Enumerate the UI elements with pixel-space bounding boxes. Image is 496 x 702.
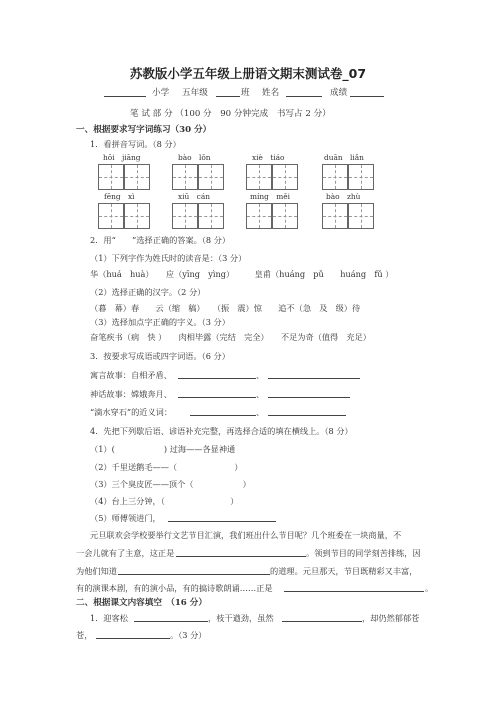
char-box[interactable]: [322, 164, 348, 190]
pinyin-4: duān liǎn: [324, 153, 364, 162]
answer-blank[interactable]: [178, 397, 256, 398]
char-box[interactable]: [124, 164, 150, 190]
q2-2-items: （暮 幕）春 云（缩 稿） （振 震）惊 追不（急 及 级）待: [90, 303, 361, 313]
s2-q1d: 苍，: [76, 630, 93, 640]
answer-blank[interactable]: [268, 415, 346, 416]
q4-item1: （1）( ) 过海——各显神通: [90, 444, 236, 454]
q2-3-text: （3）选择加点字正确的字义。（3 分）: [90, 317, 230, 327]
answer-blank[interactable]: [168, 521, 276, 522]
q4-item3: （3）三个臭皮匠——顶个（ ）: [90, 479, 251, 489]
pinyin-2: bào lǒn: [178, 153, 211, 162]
q3-sep2: 、: [256, 389, 265, 399]
char-box[interactable]: [172, 164, 198, 190]
section2-heading: 二、根据课文内容填空 （16 分）: [76, 598, 207, 608]
para-line2b: 。领到节目的同学刻苦排练，因: [306, 548, 421, 558]
answer-blank[interactable]: [178, 378, 256, 379]
q2-text: 2．用“ ”选择正确的答案。（8 分）: [90, 235, 231, 245]
para-line2a: 一会儿就有了主意，这正是: [76, 548, 175, 558]
exam-subtitle: 笔 试 部 分 （100 分 90 分钟完成 书写占 2 分）: [130, 109, 331, 119]
q4-item4: （4）台上三分钟，（ ）: [90, 496, 239, 506]
school-blank: [104, 96, 146, 97]
q3-sep1: 、: [256, 370, 265, 380]
answer-blank[interactable]: [282, 621, 362, 622]
char-box[interactable]: [98, 164, 124, 190]
pinyin-8: bào zhù: [326, 192, 361, 201]
char-box[interactable]: [124, 203, 150, 229]
answer-blank[interactable]: [268, 397, 350, 398]
grade-label: 五年级: [182, 88, 208, 98]
q2-1-text: （1）下列字作为姓氏时的读音是：（3 分）: [90, 253, 247, 263]
answer-blank[interactable]: [284, 591, 424, 592]
para-line3a: 为他们知道: [76, 566, 117, 576]
para-line1: 元旦联欢会学校要举行文艺节目汇演，我们班出什么节目呢？几个班委在一块商量，不: [90, 530, 402, 540]
char-box[interactable]: [348, 203, 374, 229]
char-box[interactable]: [198, 164, 224, 190]
char-box[interactable]: [198, 203, 224, 229]
answer-blank[interactable]: [96, 638, 170, 639]
pinyin-7: míng měi: [250, 192, 290, 201]
pinyin-6: xiū cán: [178, 192, 210, 201]
name-blank: [286, 96, 322, 97]
char-box[interactable]: [246, 203, 272, 229]
answer-blank[interactable]: [118, 574, 270, 575]
s2-q1b: ，枝干遒劲，虽然: [208, 613, 274, 623]
para-line4b: 。: [425, 583, 434, 593]
char-box[interactable]: [348, 164, 374, 190]
name-label: 姓名: [262, 88, 280, 98]
q3-sep3: 、: [256, 407, 265, 417]
answer-blank[interactable]: [134, 621, 208, 622]
q4-item5: （5）师傅领进门，: [90, 513, 161, 523]
score-label: 成绩: [330, 88, 348, 98]
char-box[interactable]: [98, 203, 124, 229]
char-box[interactable]: [272, 164, 298, 190]
para-line4a: 有的演课本剧，有的演小品，有的搞诗歌朗诵……正是: [76, 583, 273, 593]
answer-blank[interactable]: [268, 378, 360, 379]
school-label: 小学: [152, 88, 170, 98]
char-box[interactable]: [322, 203, 348, 229]
s2-q1a: 1．迎客松: [90, 613, 128, 623]
q4-text: 4．先把下列歇后语、谚语补充完整，再选择合适的填在横线上。（8 分）: [90, 426, 353, 436]
class-blank: [216, 96, 240, 97]
q4-item2: （2）千里送鹅毛——（ ）: [90, 462, 243, 472]
q2-2-text: （2）选择正确的汉字。（2 分）: [90, 287, 206, 297]
pinyin-3: xiè tiáo: [252, 153, 285, 162]
q3-line1: 寓言故事：自相矛盾、: [90, 370, 172, 380]
pinyin-1: hōi jiāng: [103, 153, 141, 162]
exam-title: 苏教版小学五年级上册语文期末测试卷_07: [129, 66, 367, 81]
pinyin-5: fēng xì: [104, 192, 135, 201]
s2-q1c: ，却仍然郁郁苍: [362, 613, 420, 623]
q3-line3: “滴水穿石”的近义词：: [90, 407, 173, 417]
char-box[interactable]: [246, 164, 272, 190]
class-label: 班: [241, 88, 250, 98]
char-box[interactable]: [272, 203, 298, 229]
q1-text: 1．看拼音写词。（8 分）: [90, 139, 181, 149]
q3-text: 3．按要求写成语或四字词语。（6 分）: [90, 351, 230, 361]
score-blank: [350, 96, 384, 97]
char-box[interactable]: [172, 203, 198, 229]
q2-1-items: 华（huá huà） 应（yīng yìng） 皇甫（huáng pǔ huáng fǔ ）: [90, 269, 394, 279]
answer-blank[interactable]: [176, 556, 306, 557]
s2-q1e: 。（3 分）: [170, 630, 207, 640]
q3-line2: 神话故事：嫦娥奔月、: [90, 389, 172, 399]
para-line3b: 的道理。元旦那天，节目既精彩又丰富，: [270, 566, 418, 576]
answer-blank[interactable]: [190, 415, 256, 416]
q2-3-items: 奋笔疾书（病 快 ） 肉相毕露（完结 完全） 不足为奇（值得 充足）: [90, 332, 371, 342]
section1-heading: 一、根据要求写字词练习（30 分）: [76, 125, 212, 135]
